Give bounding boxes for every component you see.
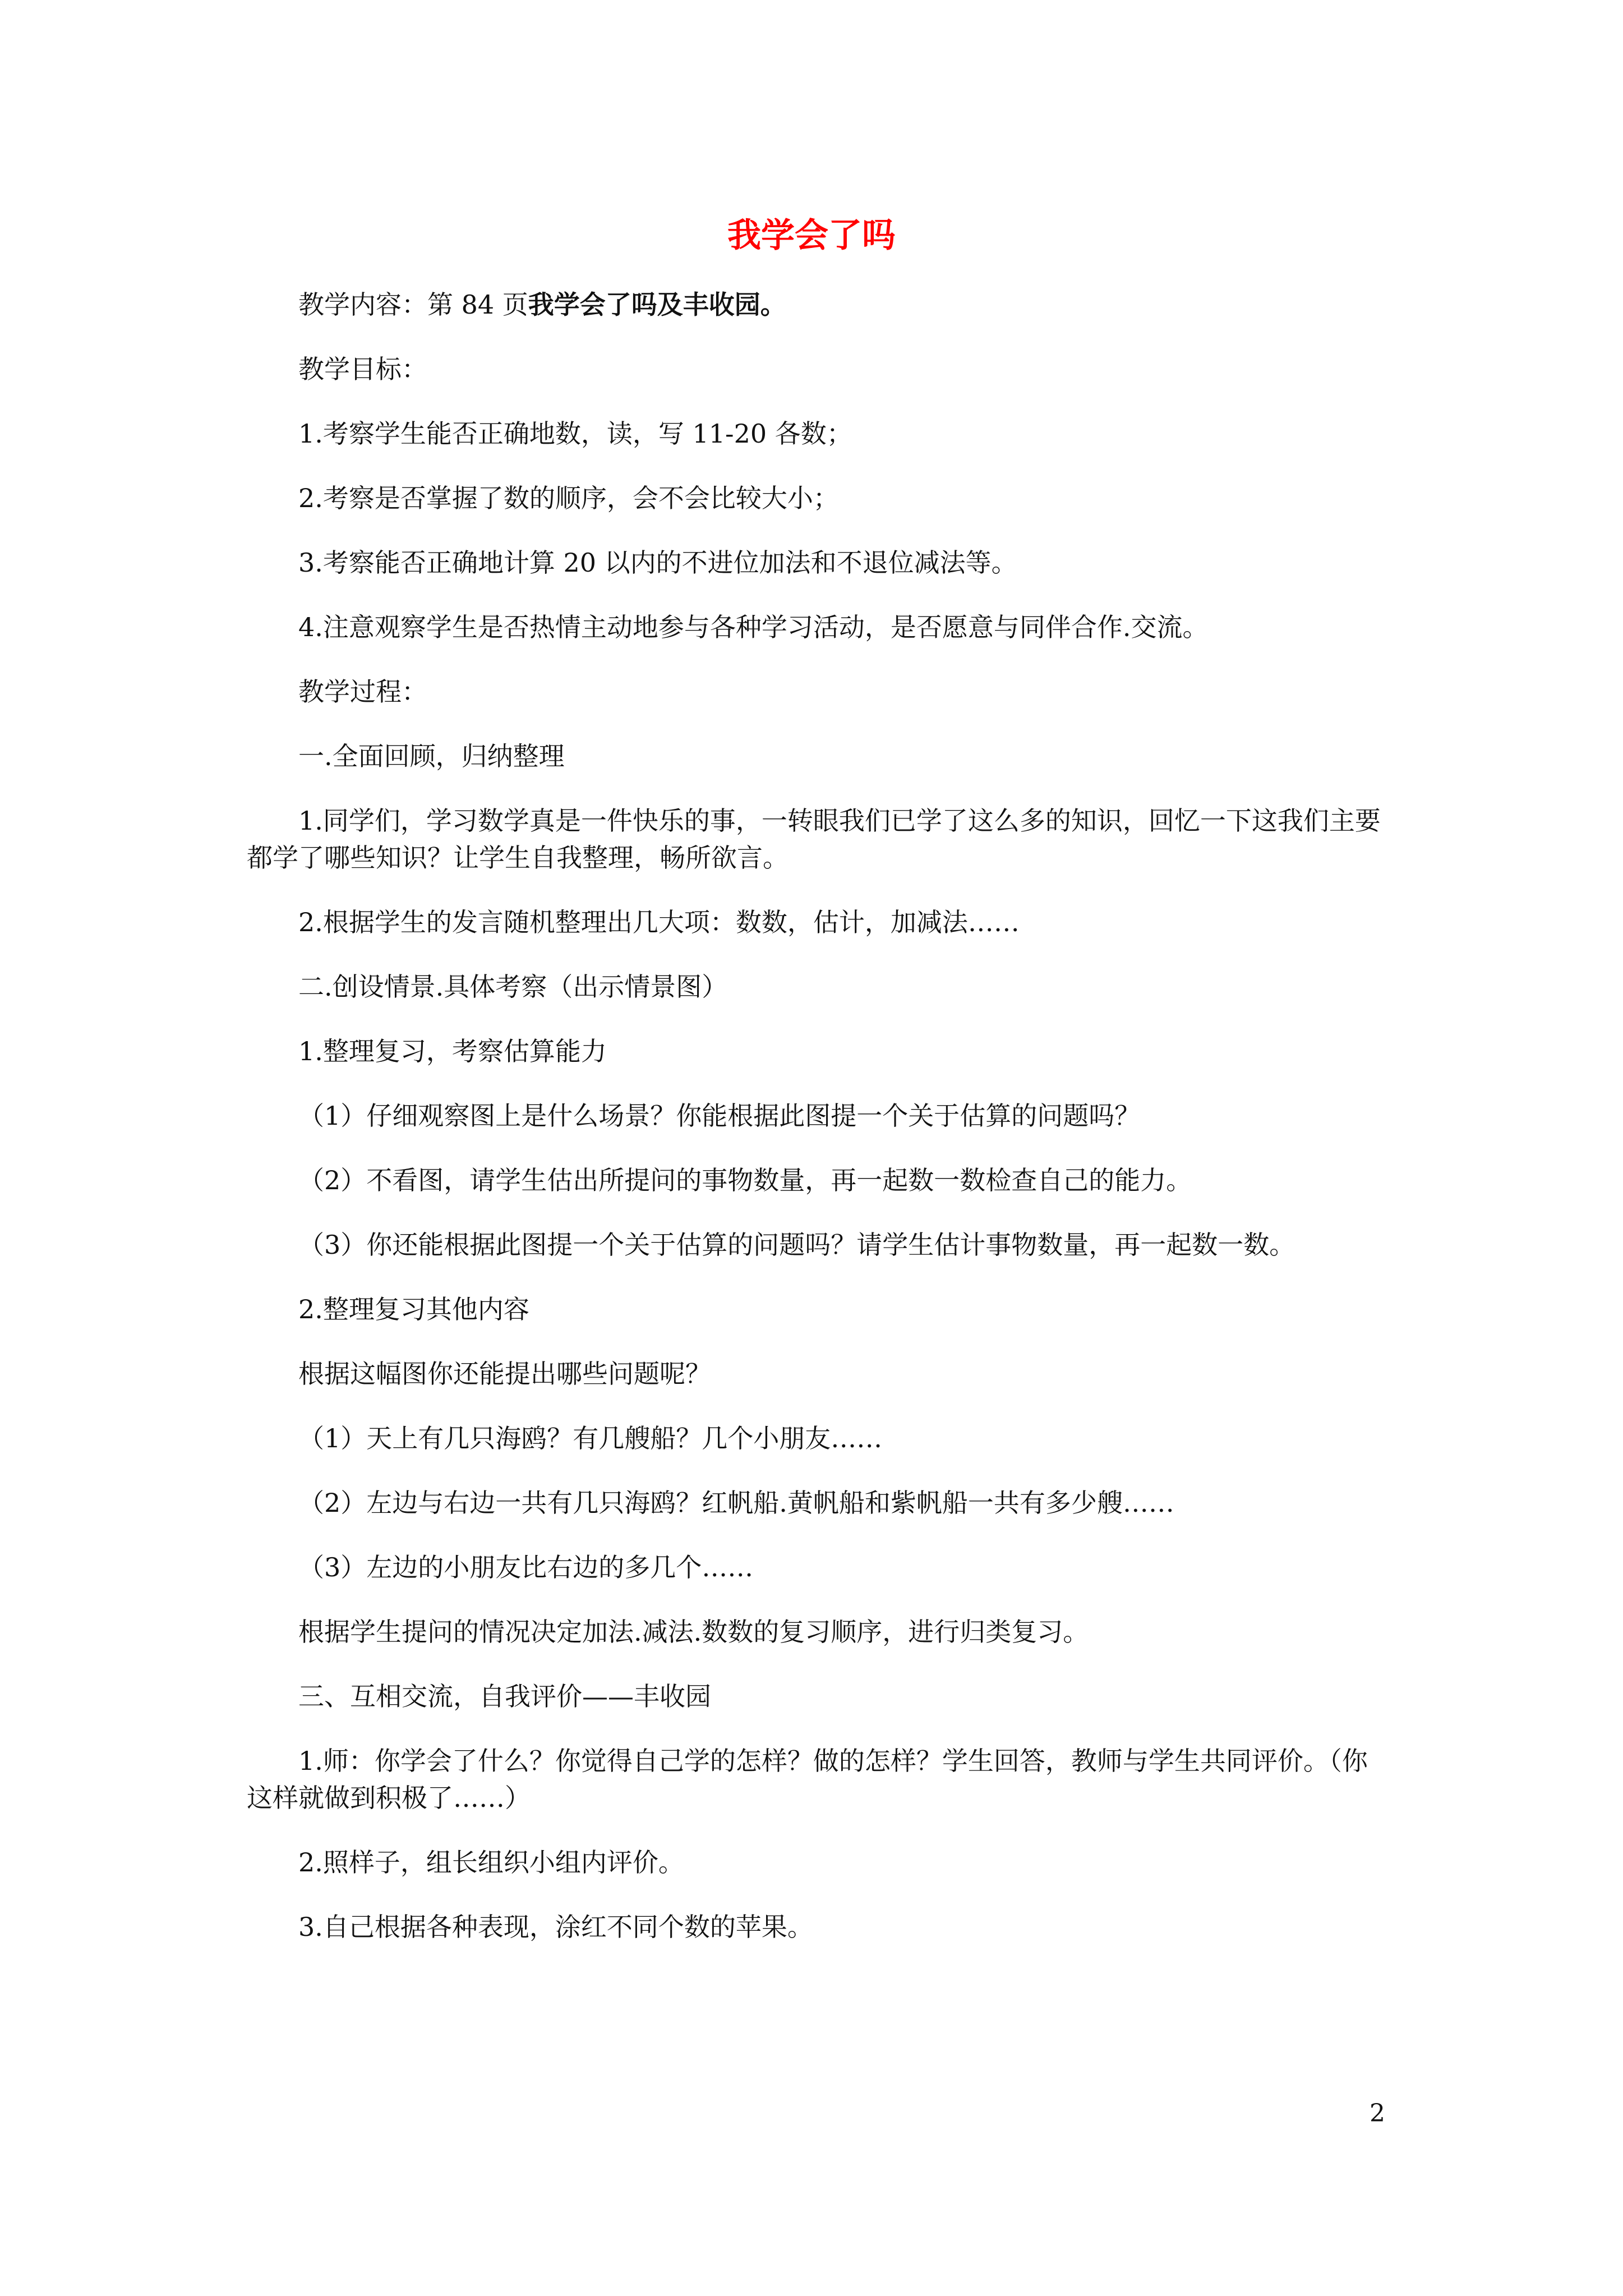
step-2-question-1: （1）天上有几只海鸥？有几艘船？几个小朋友…… — [298, 1423, 883, 1453]
step-3-item-3: 3.自己根据各种表现，涂红不同个数的苹果。 — [298, 1912, 813, 1942]
step-2-item-2: 2.整理复习其他内容 — [298, 1294, 529, 1324]
content-emphasis: 我学会了吗及丰收园。 — [528, 289, 786, 320]
step-2-sub-2: （2）不看图，请学生估出所提问的事物数量，再一起数一数检查自己的能力。 — [298, 1165, 1192, 1195]
step-2-question: 根据这幅图你还能提出哪些问题呢？ — [298, 1359, 711, 1389]
step-2-item-1: 1.整理复习，考察估算能力 — [298, 1036, 607, 1066]
step-2-summary: 根据学生提问的情况决定加法.减法.数数的复习顺序，进行归类复习。 — [298, 1617, 1089, 1647]
step-heading-1: 一.全面回顾，归纳整理 — [298, 741, 565, 771]
step-heading-3: 三、互相交流，自我评价——丰收园 — [298, 1681, 711, 1711]
goal-item-2: 2.考察是否掌握了数的顺序，会不会比较大小； — [298, 483, 839, 513]
goal-item-1: 1.考察学生能否正确地数，读，写 11-20 各数； — [298, 418, 852, 449]
content-label: 教学内容：第 84 页 — [298, 289, 528, 320]
document-body — [247, 286, 1385, 1973]
step-1-item-2: 2.根据学生的发言随机整理出几大项：数数，估计，加减法…… — [298, 907, 1020, 937]
step-2-question-3: （3）左边的小朋友比右边的多几个…… — [298, 1552, 754, 1582]
step-3-item-2: 2.照样子，组长组织小组内评价。 — [298, 1847, 684, 1878]
page-number: 2 — [1370, 2099, 1385, 2128]
content-line — [247, 286, 1385, 323]
step-heading-2: 二.创设情景.具体考察（出示情景图） — [298, 972, 728, 1002]
goal-item-4: 4.注意观察学生是否热情主动地参与各种学习活动，是否愿意与同伴合作.交流。 — [298, 612, 1209, 642]
goal-item-3: 3.考察能否正确地计算 20 以内的不进位加法和不退位减法等。 — [298, 547, 1017, 578]
step-1-item-1: 1.同学们，学习数学真是一件快乐的事，一转眼我们已学了这么多的知识，回忆一下这我们主要都学了哪些知识？让学生自我整理，畅所欲言。 — [247, 806, 1381, 873]
page-title: 我学会了吗 — [727, 216, 896, 255]
step-2-sub-1: （1）仔细观察图上是什么场景？你能根据此图提一个关于估算的问题吗？ — [298, 1101, 1141, 1131]
section-heading-process: 教学过程： — [298, 677, 427, 707]
section-heading-goals: 教学目标： — [298, 354, 427, 384]
step-3-item-1: 1.师：你学会了什么？你觉得自己学的怎样？做的怎样？学生回答，教师与学生共同评价。（你这样就做到积极了……） — [247, 1746, 1368, 1813]
step-2-question-2: （2）左边与右边一共有几只海鸥？红帆船.黄帆船和紫帆船一共有多少艘…… — [298, 1488, 1174, 1518]
step-2-sub-3: （3）你还能根据此图提一个关于估算的问题吗？请学生估计事物数量，再一起数一数。 — [298, 1230, 1295, 1260]
